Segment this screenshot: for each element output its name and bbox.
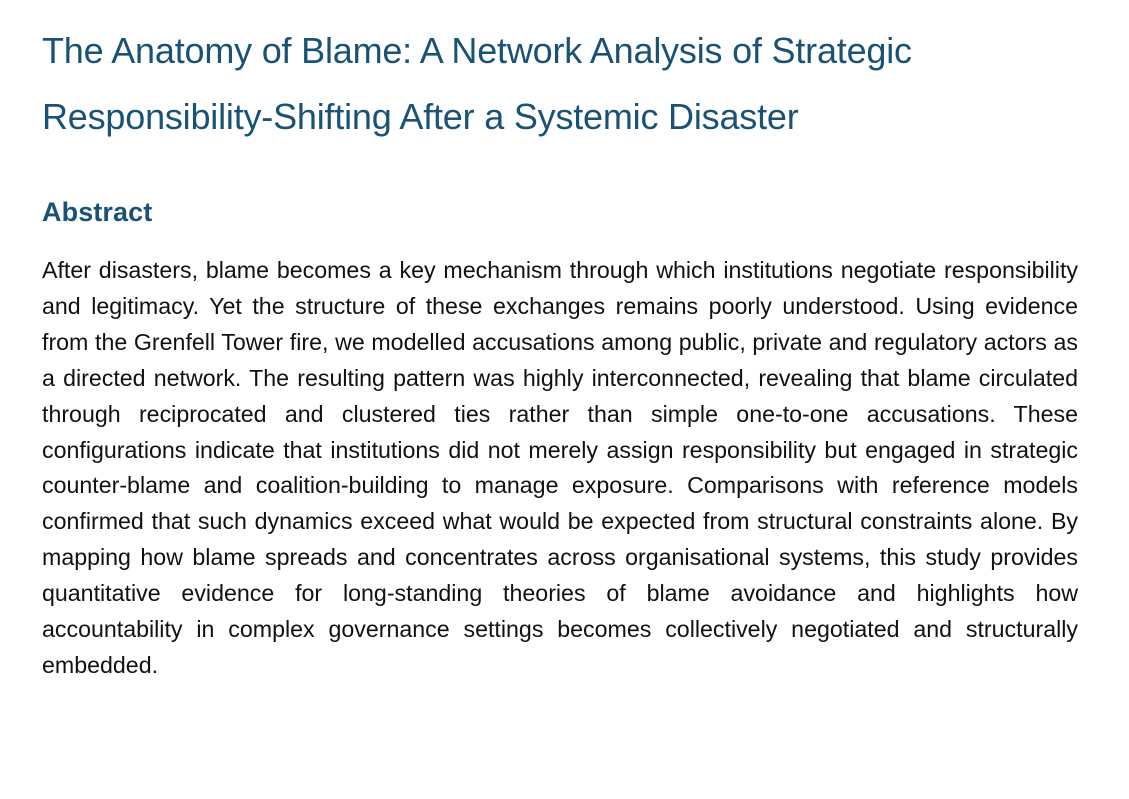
document-content: [42, 0, 1078, 684]
abstract-paragraph: After disasters, blame becomes a key mechanism through which institutions negotiate responsibility and legitimacy. Yet the structure of these exchanges remains poorly understood. Using evidence from the Grenfell Tower fire, we modelled accusations among public, private and regulatory actors as a directed network. The resulting pattern was highly interconnected, revealing that blame circulated through reciprocated and clustered ties rather than simple one-to-one accusations. These configurations indicate that institutions did not merely assign responsibility but engaged in strategic counter-blame and coalition-building to manage exposure. Comparisons with reference models confirmed that such dynamics exceed what would be expected from structural constraints alone. By mapping how blame spreads and concentrates across organisational systems, this study provides quantitative evidence for long-standing theories of blame avoidance and highlights how accountability in complex governance settings becomes collectively negotiated and structurally embedded.: [42, 257, 1078, 678]
page-title-line-1: The Anatomy of Blame: A Network Analysis of Strategic: [42, 30, 912, 71]
page-title-line-2: Responsibility-Shifting After a Systemic Disaster: [42, 96, 799, 137]
abstract-heading: Abstract: [42, 197, 153, 227]
page-title: [42, 0, 1078, 150]
